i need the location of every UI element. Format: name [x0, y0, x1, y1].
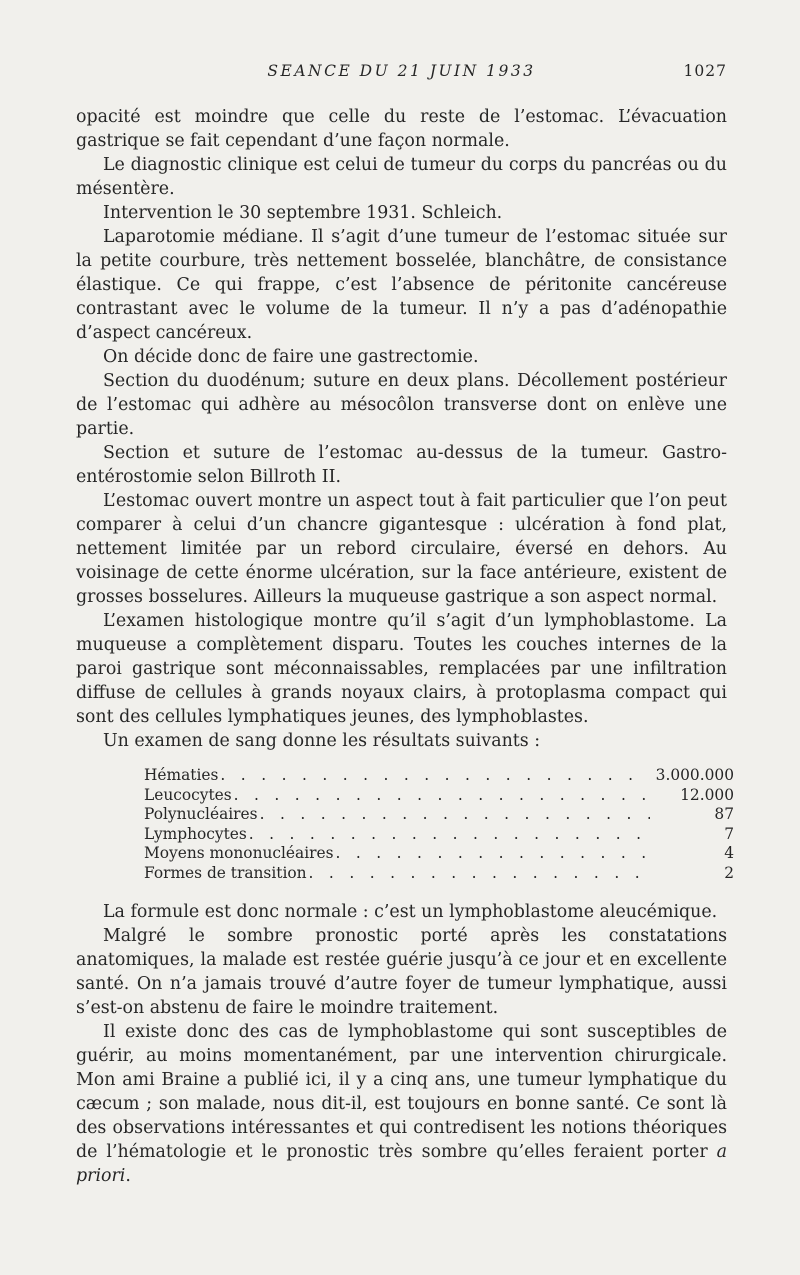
result-value: 2	[724, 863, 734, 882]
result-value: 12.000	[680, 785, 734, 804]
leader-dots	[334, 844, 650, 864]
leader-dots	[247, 825, 650, 845]
paragraph: Malgré le sombre pronostic porté après les constatations anatomiques, la malade est restée guérie jusqu’à ce jour et en excellente santé. On n’a jamais trouvé d’autre foyer de tumeur lymphatique, aussi s’est-on abstenu de faire le moindre traitement.	[76, 925, 727, 1018]
paragraph: L’examen histologique montre qu’il s’agit d’un lymphoblastome. La muqueuse a complètement disparu. Toutes les couches internes de la paroi gastrique sont méconnaissables, remplacées par une infiltration diffuse de cellules à grands noyaux clairs, à protoplasma compact qui sont des cellules lymphatiques jeunes, des lymphoblastes.	[76, 611, 727, 727]
result-row	[144, 786, 734, 806]
blood-results-table	[144, 766, 734, 884]
result-row	[144, 766, 734, 786]
body-text	[76, 105, 734, 1188]
paragraph: Un examen de sang donne les résultats suivants :	[103, 731, 541, 751]
paragraph: Intervention le 30 septembre 1931. Schleich.	[103, 203, 503, 223]
final-punctuation: .	[125, 1165, 131, 1186]
leader-dots	[258, 805, 650, 825]
result-label: Lymphocytes	[144, 824, 247, 843]
paragraph: On décide donc de faire une gastrectomie.	[103, 347, 479, 367]
paragraph: Le diagnostic clinique est celui de tumeur du corps du pancréas ou du mésentère.	[76, 155, 727, 199]
result-row	[144, 864, 734, 884]
page-header	[76, 62, 727, 86]
result-label: Hématies	[144, 766, 219, 784]
page-number: 1027	[683, 62, 727, 80]
result-value: 3.000.000	[655, 766, 734, 784]
italic-phrase: a priori	[76, 1141, 728, 1186]
result-label: Formes de transition	[144, 863, 307, 882]
result-row	[144, 825, 734, 845]
result-label: Leucocytes	[144, 785, 232, 804]
paragraph: La formule est donc normale : c’est un lymphoblastome aleucémique.	[103, 901, 718, 922]
result-row	[144, 805, 734, 825]
result-label: Polynucléaires	[144, 805, 258, 824]
paragraph: L’estomac ouvert montre un aspect tout à fait particulier que l’on peut comparer à celui d’un chancre gigantesque : ulcération à fond plat, nettement limitée par un rebord circulaire, éversé en dehors. Au voisinage de cette énorme ulcération, sur la face antérieure, existent de grosses bosselures. Ailleurs la muqueuse gastrique a son aspect normal.	[76, 491, 727, 607]
running-title: SEANCE DU 21 JUIN 1933	[267, 62, 536, 80]
result-value: 87	[714, 805, 734, 824]
final-paragraph	[76, 1020, 727, 1188]
result-value: 4	[724, 844, 734, 863]
paragraph: opacité est moindre que celle du reste de l’estomac. L’évacuation gastrique se fait cependant d’une façon normale.	[76, 107, 727, 151]
leader-dots	[218, 766, 650, 786]
result-label: Moyens mononucléaires	[144, 844, 334, 863]
paragraph: Section et suture de l’estomac au-dessus de la tumeur. Gastro-entérostomie selon Billroth II.	[76, 443, 727, 487]
paragraph: Laparotomie médiane. Il s’agit d’une tumeur de l’estomac située sur la petite courbure, très nettement bosselée, blanchâtre, de consistance élastique. Ce qui frappe, c’est l’absence de péritonite cancéreuse contrastant avec le volume de la tumeur. Il n’y a pas d’adénopathie d’aspect cancéreux.	[76, 227, 727, 343]
final-paragraph-text: Il existe donc des cas de lymphoblastome qui sont susceptibles de guérir, au moins momentanément, par une intervention chirurgicale. Mon ami Braine a publié ici, il y a cinq ans, une tumeur lymphatique du cæcum ; son malade, nous dit-il, est toujours en bonne santé. Ce sont là des observations intéressantes et qui contredisent les notions théoriques de l’hématologie et le pronostic très sombre qu’elles feraient porter	[76, 1021, 727, 1162]
result-row	[144, 844, 734, 864]
leader-dots	[307, 864, 650, 884]
paragraph: Section du duodénum; suture en deux plans. Décollement postérieur de l’estomac qui adhère au mésocôlon transverse dont on enlève une partie.	[76, 371, 727, 439]
leader-dots	[232, 786, 650, 806]
result-value: 7	[724, 824, 734, 843]
